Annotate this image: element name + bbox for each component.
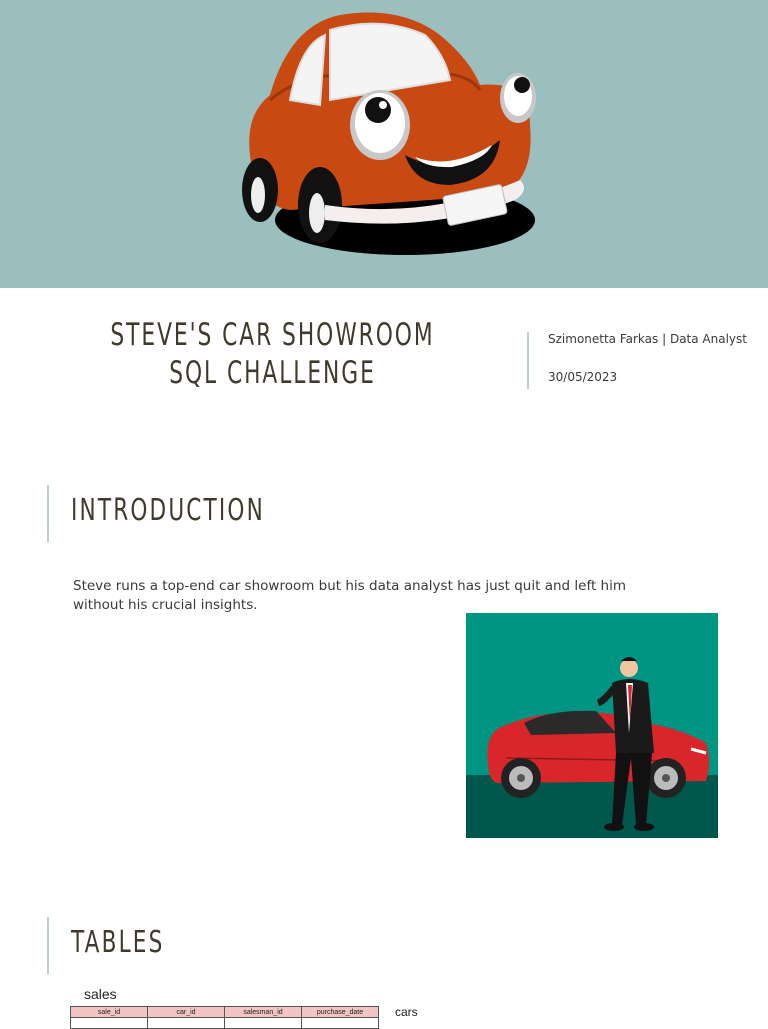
title-divider — [527, 332, 529, 389]
introduction-heading: INTRODUCTION — [71, 493, 265, 528]
column-header: purchase_date — [302, 1007, 379, 1018]
column-header: sale_id — [71, 1007, 148, 1018]
salesman-car-illustration — [466, 613, 718, 838]
introduction-text: Steve runs a top-end car showroom but his data analyst has just quit and left him without his crucial insights. — [73, 578, 627, 613]
sales-table-header-row — [71, 1007, 379, 1018]
tables-accent-line — [47, 917, 49, 974]
presentation-title — [60, 316, 485, 392]
sales-table-caption: sales — [84, 986, 117, 1002]
cartoon-car-illustration — [230, 5, 550, 265]
title-line-1: STEVE'S CAR SHOWROOM — [110, 317, 435, 353]
presentation-date: 30/05/2023 — [548, 370, 618, 384]
sales-table — [70, 1006, 379, 1029]
column-header: car_id — [148, 1007, 225, 1018]
tables-heading: TABLES — [71, 925, 165, 960]
author-name: Szimonetta Farkas | Data Analyst — [548, 332, 747, 346]
hero-banner — [0, 0, 768, 288]
cars-table-caption: cars — [395, 1005, 418, 1019]
introduction-accent-line — [47, 485, 49, 542]
column-header: salesman_id — [225, 1007, 302, 1018]
table-row — [71, 1018, 379, 1029]
title-line-2: SQL CHALLENGE — [169, 355, 376, 391]
